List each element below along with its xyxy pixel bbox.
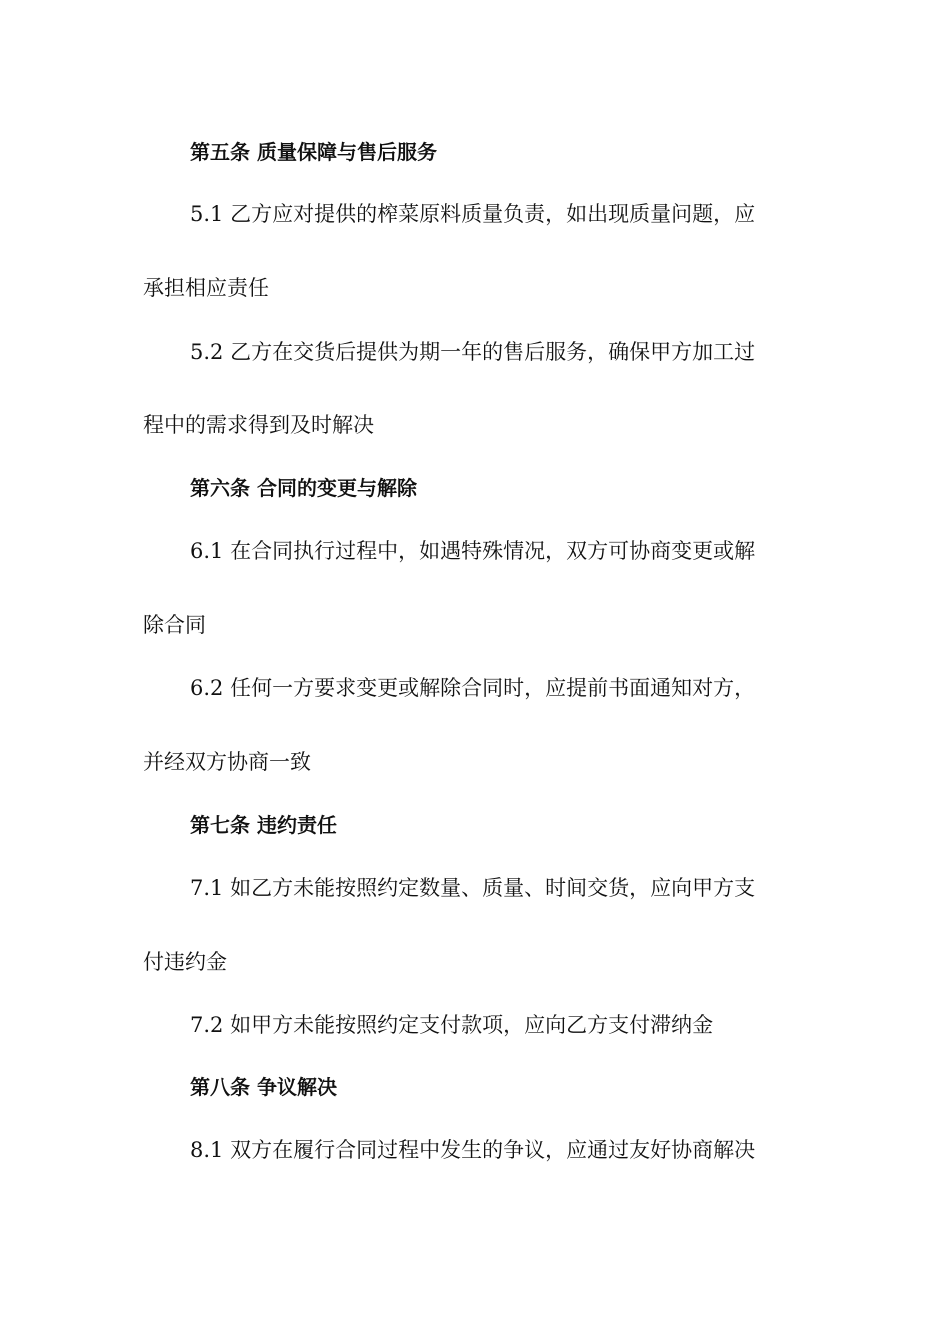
clause-6-1-line-2: 除合同 [143,613,206,637]
section-8-heading: 第八条 争议解决 [190,1075,337,1099]
clause-6-2-line-1: 6.2 任何一方要求变更或解除合同时，应提前书面通知对方， [190,676,756,700]
clause-5-2-line-2: 程中的需求得到及时解决 [143,413,374,437]
clause-7-1-line-2: 付违约金 [143,950,227,974]
clause-5-1-line-2: 承担相应责任 [143,276,269,300]
clause-7-1-line-1: 7.1 如乙方未能按照约定数量、质量、时间交货，应向甲方支 [190,876,756,900]
clause-7-2-line-1: 7.2 如甲方未能按照约定支付款项，应向乙方支付滞纳金 [190,1013,714,1037]
clause-6-2-line-2: 并经双方协商一致 [143,750,311,774]
clause-5-2-line-1: 5.2 乙方在交货后提供为期一年的售后服务，确保甲方加工过 [190,340,756,364]
section-7-heading: 第七条 违约责任 [190,813,337,837]
clause-6-1-line-1: 6.1 在合同执行过程中，如遇特殊情况，双方可协商变更或解 [190,539,756,563]
clause-5-1-line-1: 5.1 乙方应对提供的榨菜原料质量负责，如出现质量问题，应 [190,202,756,226]
clause-8-1-line-1: 8.1 双方在履行合同过程中发生的争议，应通过友好协商解决 [190,1138,756,1162]
section-6-heading: 第六条 合同的变更与解除 [190,476,417,500]
section-5-heading: 第五条 质量保障与售后服务 [190,140,437,164]
